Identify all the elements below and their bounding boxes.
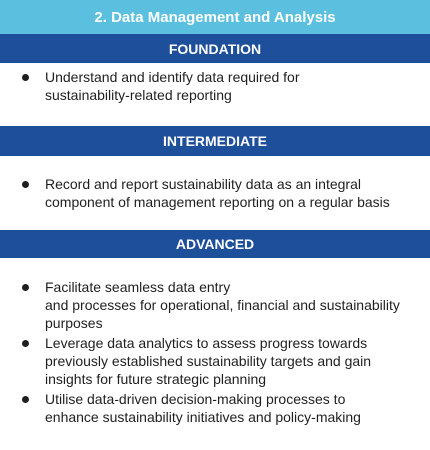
bullet-icon — [22, 340, 29, 347]
bullet-icon — [22, 181, 29, 188]
foundation-list — [0, 68, 430, 106]
level-bar-foundation — [0, 34, 430, 63]
list-item-text: Utilise data-driven decision-making processes to enhance sustainability initiatives and policy-making — [45, 391, 361, 425]
bullet-icon — [22, 74, 29, 81]
level-bar-advanced — [0, 230, 430, 258]
list-item — [0, 68, 430, 104]
section-title: 2. Data Management and Analysis — [94, 8, 336, 26]
level-label-foundation: FOUNDATION — [168, 40, 262, 57]
advanced-list — [0, 278, 430, 428]
list-item-text: Understand and identify data required for sustainability-related reporting — [45, 69, 300, 103]
bullet-icon — [22, 396, 29, 403]
list-item-text: Leverage data analytics to assess progress towards previously established sustainability targets and gain insights for future strategic planning — [45, 335, 372, 387]
bullet-icon — [22, 284, 29, 291]
level-bar-intermediate — [0, 126, 430, 156]
list-item — [0, 175, 430, 211]
list-item — [0, 390, 430, 426]
level-label-advanced: ADVANCED — [175, 236, 255, 252]
level-label-intermediate: INTERMEDIATE — [163, 133, 267, 149]
list-item-text: Record and report sustainability data as an integral component of management reporting on a regular basis — [45, 176, 390, 210]
list-item — [0, 278, 430, 332]
intermediate-list — [0, 175, 430, 213]
section-header — [0, 0, 430, 34]
list-item-text: Facilitate seamless data entry and processes for operational, financial and sustainability purposes — [45, 279, 400, 331]
list-item — [0, 334, 430, 388]
